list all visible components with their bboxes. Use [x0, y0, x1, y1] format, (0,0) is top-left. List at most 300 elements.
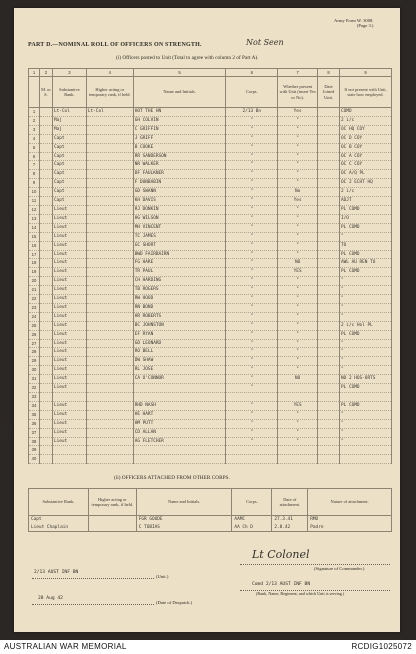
present-cell: "	[278, 179, 318, 188]
acting-rank-cell	[86, 179, 133, 188]
date-joined-cell	[318, 259, 340, 268]
date-joined-cell	[318, 214, 340, 223]
acting-rank-cell	[86, 295, 133, 304]
ms-cell	[39, 232, 52, 241]
row-number: 22	[29, 295, 40, 304]
rank-cell: Capt	[52, 197, 86, 206]
present-cell: "	[278, 223, 318, 232]
date-joined-cell	[318, 339, 340, 348]
margin-mark: 13	[4, 209, 12, 216]
rank-cell: Lieut	[52, 321, 86, 330]
ms-cell	[39, 241, 52, 250]
section-i-heading: (i) Officers posted to Unit (Total to agree with column 2 of Part A).	[116, 55, 259, 61]
rank-cell: Lieut	[52, 348, 86, 357]
date-joined-cell	[318, 366, 340, 375]
form-reference: Army Form W. 3008. (Page 3.)	[334, 18, 374, 28]
corps-cell: "	[226, 277, 278, 286]
acting-rank-cell	[86, 241, 133, 250]
present-cell: "	[278, 214, 318, 223]
rank-cell: Lieut	[52, 384, 86, 393]
row-number: 18	[29, 259, 40, 268]
rank-cell: Capt	[52, 134, 86, 143]
present-cell: "	[278, 339, 318, 348]
table-row	[29, 250, 392, 259]
ms-cell	[39, 170, 52, 179]
acting-rank-cell	[86, 277, 133, 286]
row-number: 5	[29, 143, 40, 152]
acting-rank-cell	[86, 232, 133, 241]
table-row	[29, 419, 392, 428]
date-joined-cell	[318, 134, 340, 143]
rank-cell: Lieut	[52, 375, 86, 384]
employment-cell: OC 2 ECHT HQ	[340, 179, 392, 188]
corps-cell: "	[226, 134, 278, 143]
name-cell	[133, 446, 226, 455]
date-joined-cell	[318, 348, 340, 357]
date-joined-cell	[318, 205, 340, 214]
row-number: 4	[29, 134, 40, 143]
acting-rank-cell	[86, 357, 133, 366]
employment-cell	[340, 393, 392, 402]
ms-cell	[39, 339, 52, 348]
ms-cell	[39, 437, 52, 446]
employment-cell: "	[340, 232, 392, 241]
row-number: 19	[29, 268, 40, 277]
row-number: 21	[29, 286, 40, 295]
present-cell: "	[278, 134, 318, 143]
row-number: 7	[29, 161, 40, 170]
acting-rank-cell	[86, 197, 133, 206]
present-cell: "	[278, 116, 318, 125]
rank-cell: Capt	[52, 170, 86, 179]
caption-id: RCDIG1025072	[351, 642, 412, 651]
employment-cell: OC HQ COY	[340, 125, 392, 134]
employment-cell: PL COMD	[340, 401, 392, 410]
corps-cell: "	[226, 321, 278, 330]
date-joined-cell	[318, 152, 340, 161]
date-joined-cell	[318, 188, 340, 197]
present-cell: "	[278, 143, 318, 152]
table-row	[29, 446, 392, 455]
name-cell	[133, 393, 226, 402]
name-cell: CD ALLAN	[133, 428, 226, 437]
date-joined-cell	[318, 410, 340, 419]
rank-cell: Lieut	[52, 232, 86, 241]
table-row	[29, 268, 392, 277]
rank-cell: Lieut	[52, 357, 86, 366]
ms-cell	[39, 295, 52, 304]
row-number: 24	[29, 312, 40, 321]
table-row	[29, 401, 392, 410]
date-joined-cell	[318, 303, 340, 312]
date-joined-cell	[318, 330, 340, 339]
employment-cell: "	[340, 286, 392, 295]
acting-rank-cell	[86, 205, 133, 214]
employment-cell: "	[340, 366, 392, 375]
employment-cell: OC B COY	[340, 143, 392, 152]
row-number: 3	[29, 125, 40, 134]
corps-cell: "	[226, 401, 278, 410]
employment-cell: "	[340, 339, 392, 348]
employment-cell: PL COMD	[340, 205, 392, 214]
table-row	[29, 366, 392, 375]
corps-cell: "	[226, 437, 278, 446]
name-cell: C GRIFFIN	[133, 125, 226, 134]
name-cell: RL JOSE	[133, 366, 226, 375]
name-cell: GC SHORT	[133, 241, 226, 250]
present-cell: "	[278, 303, 318, 312]
employment-cell	[340, 455, 392, 464]
acting-rank-cell	[86, 348, 133, 357]
row-number: 30	[29, 366, 40, 375]
employment-cell: OC D COY	[340, 134, 392, 143]
name-cell: RN BOND	[133, 303, 226, 312]
table-row	[29, 428, 392, 437]
row-number: 20	[29, 277, 40, 286]
date-joined-cell	[318, 197, 340, 206]
acting-rank-cell	[86, 161, 133, 170]
attached-header-row: Substantive Rank. Higher acting or temporary rank, if held. Name and Initials. Corps. Date of attachment. Nature of attachment.	[29, 489, 392, 516]
acting-rank-cell	[86, 286, 133, 295]
rank-cell: Lieut	[52, 410, 86, 419]
table-row	[29, 188, 392, 197]
table-row	[29, 116, 392, 125]
present-cell: "	[278, 348, 318, 357]
table-row	[29, 330, 392, 339]
present-cell: "	[278, 232, 318, 241]
acting-rank-cell	[86, 428, 133, 437]
name-cell: GH COLVIN	[133, 116, 226, 125]
name-cell: HOT THE HN	[133, 108, 226, 117]
acting-rank-cell	[86, 134, 133, 143]
rank-cell: Maj	[52, 116, 86, 125]
acting-rank-cell	[86, 268, 133, 277]
rank-cell: Lieut	[52, 205, 86, 214]
present-cell: "	[278, 410, 318, 419]
commander-signature: Lt Colonel	[252, 548, 310, 561]
row-number: 1	[29, 108, 40, 117]
corps-cell: "	[226, 357, 278, 366]
table-row	[29, 134, 392, 143]
rank-cell: Lieut	[52, 366, 86, 375]
corps-cell: "	[226, 295, 278, 304]
ms-cell	[39, 419, 52, 428]
corps-cell: "	[226, 419, 278, 428]
corps-cell: "	[226, 339, 278, 348]
present-cell	[278, 393, 318, 402]
present-cell: "	[278, 205, 318, 214]
date-joined-cell	[318, 357, 340, 366]
corps-cell	[226, 455, 278, 464]
corps-cell: "	[226, 116, 278, 125]
acting-rank-cell: Lt-Col	[86, 108, 133, 117]
rank-cell: Lieut	[52, 250, 86, 259]
acting-rank-cell	[86, 366, 133, 375]
column-number-row: 1 2 3 4 5 6 7 8 9	[29, 69, 392, 77]
employment-cell: TO	[340, 241, 392, 250]
corps-cell: "	[226, 312, 278, 321]
date-joined-cell	[318, 161, 340, 170]
table-row: Lieut Chaplain C TOBIAS AA Ch D 2.8.42 Padre	[29, 524, 392, 532]
section-ii-heading: (ii) OFFICERS ATTACHED FROM OTHER CORPS.	[114, 475, 230, 481]
rank-cell	[52, 393, 86, 402]
employment-cell	[340, 446, 392, 455]
rank-cell: Capt	[52, 152, 86, 161]
corps-cell: "	[226, 250, 278, 259]
date-joined-cell	[318, 250, 340, 259]
name-cell: HM PUTT	[133, 419, 226, 428]
ms-cell	[39, 188, 52, 197]
table-row	[29, 223, 392, 232]
name-cell: DF FAULKNER	[133, 170, 226, 179]
acting-rank-cell	[86, 410, 133, 419]
table-row	[29, 152, 392, 161]
ms-cell	[39, 250, 52, 259]
acting-rank-cell	[86, 312, 133, 321]
handwritten-note: Not Seen	[246, 38, 284, 47]
corps-cell: "	[226, 143, 278, 152]
table-row	[29, 312, 392, 321]
table-row: Capt FGR GOODE AAMC 27.3.41 RMO	[29, 516, 392, 524]
acting-rank-cell	[86, 401, 133, 410]
table-row	[29, 410, 392, 419]
ms-cell	[39, 179, 52, 188]
table-row	[29, 143, 392, 152]
row-number: 27	[29, 339, 40, 348]
date-joined-cell	[318, 241, 340, 250]
name-cell: TC JAMES	[133, 232, 226, 241]
date-joined-cell	[318, 116, 340, 125]
employment-cell: "	[340, 419, 392, 428]
date-joined-cell	[318, 312, 340, 321]
archive-caption-bar	[0, 640, 416, 654]
rank-cell: Lieut	[52, 428, 86, 437]
rank-cell: Lieut	[52, 303, 86, 312]
ms-cell	[39, 268, 52, 277]
name-cell: F DUNBABIN	[133, 179, 226, 188]
rank-cell: Lieut	[52, 241, 86, 250]
present-cell: "	[278, 241, 318, 250]
name-cell: RJ DONKIN	[133, 205, 226, 214]
present-cell: "	[278, 170, 318, 179]
ms-cell	[39, 205, 52, 214]
table-row	[29, 277, 392, 286]
name-cell: CA O'CONNOR	[133, 375, 226, 384]
employment-cell: OC A/Q PL	[340, 170, 392, 179]
name-cell: HR ROBERTS	[133, 312, 226, 321]
column-header-row: M. or S. Substantive Rank. Higher acting or temporary rank, if held. Name and Initials. Corps. Whether present with Unit (insert Yes or No). Date Joined Unit. If not present with Unit, state how employed.	[29, 77, 392, 108]
signature-label: (Signature of Commander.)	[314, 566, 365, 571]
caption-source: AUSTRALIAN WAR MEMORIAL	[4, 642, 127, 651]
row-number: 15	[29, 232, 40, 241]
present-cell: YES	[278, 401, 318, 410]
acting-rank-cell	[86, 455, 133, 464]
acting-rank-cell	[86, 259, 133, 268]
rank-cell: Lieut	[52, 312, 86, 321]
employment-cell: "	[340, 303, 392, 312]
table-row	[29, 357, 392, 366]
row-number: 31	[29, 375, 40, 384]
corps-cell: "	[226, 188, 278, 197]
corps-cell: "	[226, 241, 278, 250]
employment-cell: "	[340, 348, 392, 357]
acting-rank-cell	[86, 170, 133, 179]
table-row	[29, 348, 392, 357]
acting-rank-cell	[86, 437, 133, 446]
date-joined-cell	[318, 277, 340, 286]
row-number: 36	[29, 419, 40, 428]
employment-cell: PL COMD	[340, 268, 392, 277]
table-row	[29, 197, 392, 206]
name-cell: BC JOHNSTON	[133, 321, 226, 330]
present-cell: "	[278, 277, 318, 286]
ms-cell	[39, 348, 52, 357]
corps-cell: "	[226, 348, 278, 357]
date-joined-cell	[318, 295, 340, 304]
employment-cell: OC C COY	[340, 161, 392, 170]
table-row	[29, 437, 392, 446]
name-cell: RR SANDERSON	[133, 152, 226, 161]
employment-cell: "	[340, 437, 392, 446]
date-joined-cell	[318, 179, 340, 188]
row-number: 35	[29, 410, 40, 419]
present-cell	[278, 446, 318, 455]
employment-cell: PL COMD	[340, 250, 392, 259]
present-cell: NO	[278, 259, 318, 268]
acting-rank-cell	[86, 116, 133, 125]
table-row	[29, 161, 392, 170]
corps-cell: "	[226, 303, 278, 312]
corps-cell: "	[226, 179, 278, 188]
date-joined-cell	[318, 268, 340, 277]
name-cell	[133, 455, 226, 464]
table-row	[29, 339, 392, 348]
acting-rank-cell	[86, 125, 133, 134]
row-number: 32	[29, 384, 40, 393]
corps-cell: "	[226, 259, 278, 268]
present-cell: "	[278, 330, 318, 339]
name-cell: AG FLETCHER	[133, 437, 226, 446]
rank-cell: Capt	[52, 161, 86, 170]
employment-cell: "	[340, 428, 392, 437]
rank-cell: Lieut	[52, 259, 86, 268]
corps-cell: "	[226, 125, 278, 134]
ms-cell	[39, 357, 52, 366]
ms-cell	[39, 375, 52, 384]
row-number: 37	[29, 428, 40, 437]
present-cell	[278, 455, 318, 464]
ms-cell	[39, 125, 52, 134]
rank-cell: Lieut	[52, 437, 86, 446]
date-joined-cell	[318, 108, 340, 117]
corps-cell: 2/13 Bn	[226, 108, 278, 117]
present-cell: "	[278, 286, 318, 295]
name-cell: NR WALKER	[133, 161, 226, 170]
employment-cell: "	[340, 277, 392, 286]
rank-cell: Lieut	[52, 330, 86, 339]
name-cell: FG HARE	[133, 259, 226, 268]
table-row	[29, 384, 392, 393]
rank-cell: Lieut	[52, 277, 86, 286]
row-number: 6	[29, 152, 40, 161]
employment-cell: COMD	[340, 108, 392, 117]
employment-cell: "	[340, 312, 392, 321]
present-cell: "	[278, 312, 318, 321]
present-cell: NO	[278, 375, 318, 384]
rank-cell: Lieut	[52, 286, 86, 295]
table-row	[29, 295, 392, 304]
table-row	[29, 375, 392, 384]
employment-cell: 2 i/c	[340, 116, 392, 125]
name-cell: RW HOOD	[133, 295, 226, 304]
ms-cell	[39, 152, 52, 161]
ms-cell	[39, 312, 52, 321]
employment-cell: PL COMD	[340, 330, 392, 339]
employment-cell: I/O	[340, 214, 392, 223]
ms-cell	[39, 384, 52, 393]
corps-cell	[226, 446, 278, 455]
corps-cell: "	[226, 428, 278, 437]
corps-cell: "	[226, 223, 278, 232]
table-row	[29, 455, 392, 464]
acting-rank-cell	[86, 223, 133, 232]
row-number: 14	[29, 223, 40, 232]
employment-cell: PL COMD	[340, 384, 392, 393]
name-cell: B COOKE	[133, 143, 226, 152]
date-joined-cell	[318, 401, 340, 410]
name-cell	[133, 384, 226, 393]
rank-cell: Lieut	[52, 223, 86, 232]
row-number: 13	[29, 214, 40, 223]
rank-cell: Maj	[52, 125, 86, 134]
despatch-date-label: (Date of Despatch.)	[156, 600, 193, 605]
employment-cell: AWL AU REN TO	[340, 259, 392, 268]
name-cell: TR PAUL	[133, 268, 226, 277]
row-number: 2	[29, 116, 40, 125]
attached-officers-table	[28, 488, 392, 532]
ms-cell	[39, 286, 52, 295]
ms-cell	[39, 197, 52, 206]
ms-cell	[39, 410, 52, 419]
ms-cell	[39, 134, 52, 143]
date-joined-cell	[318, 143, 340, 152]
row-number: 23	[29, 303, 40, 312]
name-cell: HE HART	[133, 410, 226, 419]
corps-cell	[226, 393, 278, 402]
name-cell: KH DAVIS	[133, 197, 226, 206]
ms-cell	[39, 161, 52, 170]
date-joined-cell	[318, 384, 340, 393]
rank-cell: Lt-Col	[52, 108, 86, 117]
corps-cell: "	[226, 205, 278, 214]
employment-cell: "	[340, 357, 392, 366]
present-cell: "	[278, 152, 318, 161]
acting-rank-cell	[86, 393, 133, 402]
ms-cell	[39, 214, 52, 223]
table-row	[29, 232, 392, 241]
employment-cell: "	[340, 295, 392, 304]
acting-rank-cell	[86, 419, 133, 428]
row-number: 10	[29, 188, 40, 197]
row-number: 34	[29, 401, 40, 410]
name-cell: DW SHAW	[133, 357, 226, 366]
corps-cell: "	[226, 152, 278, 161]
date-joined-cell	[318, 232, 340, 241]
present-cell: No	[278, 188, 318, 197]
acting-rank-cell	[86, 339, 133, 348]
name-cell: TB ROGERS	[133, 286, 226, 295]
employment-cell: ADJT	[340, 197, 392, 206]
